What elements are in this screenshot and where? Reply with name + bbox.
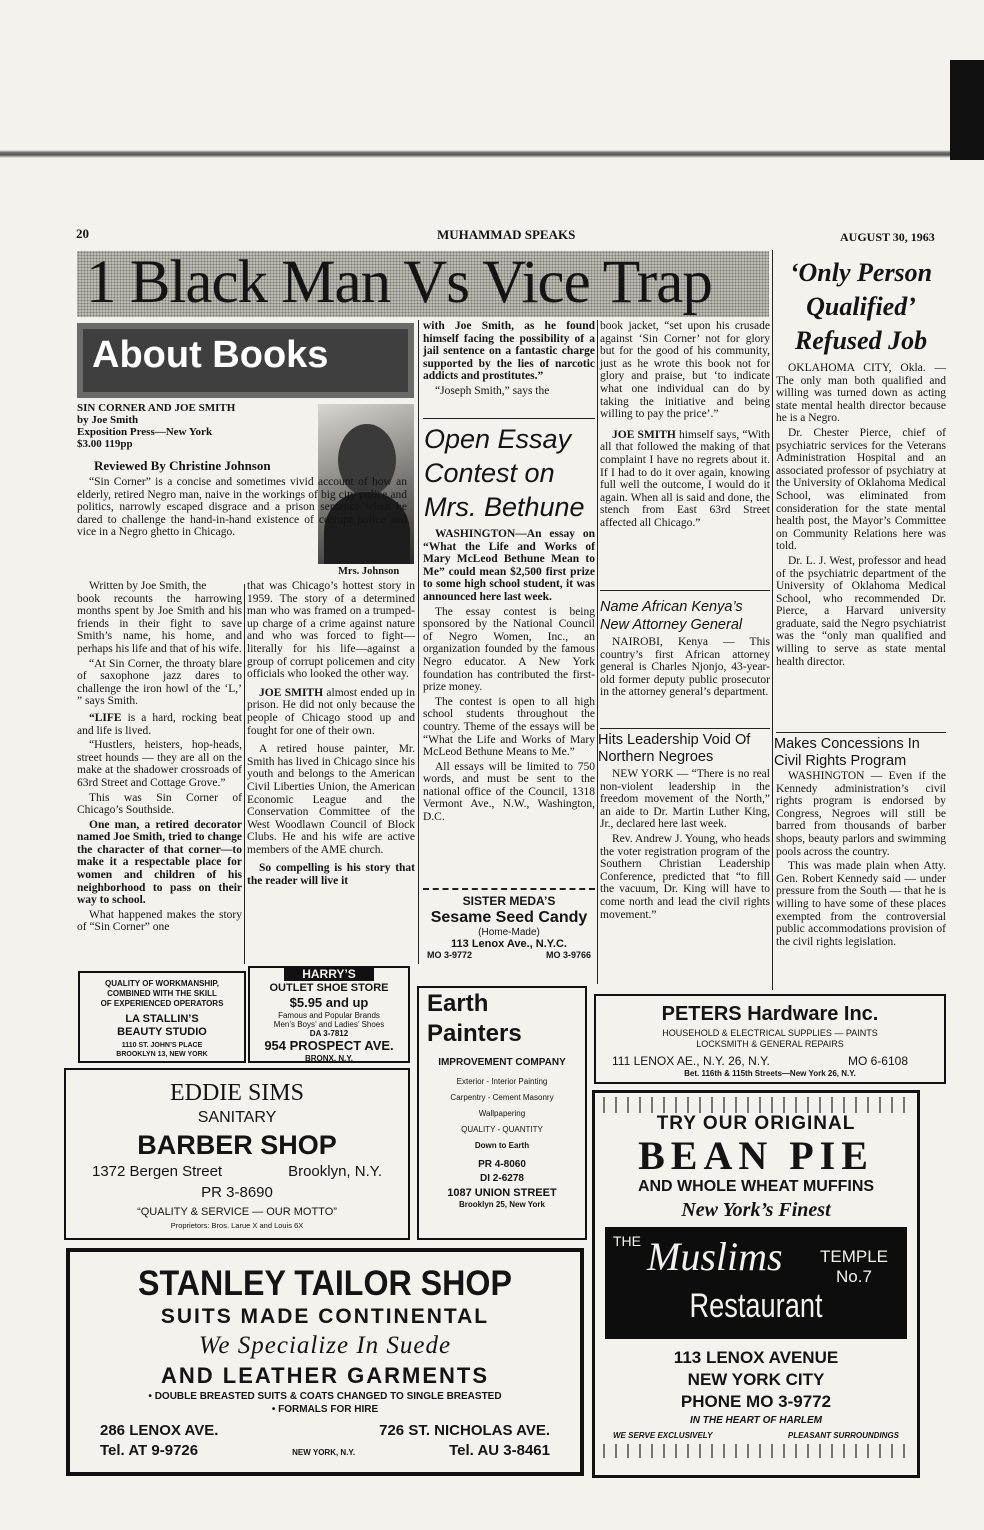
eddie-sims-line2: BARBER SHOP [137, 1130, 337, 1160]
stanley-tel2: Tel. AU 3-8461 [449, 1442, 550, 1459]
section-rule [423, 418, 595, 419]
la-stallin-line1: QUALITY OF WORKMANSHIP, [105, 979, 219, 988]
earth-painters-ad [417, 986, 587, 1240]
review-col3-text: “Joseph Smith,” says the [435, 384, 550, 397]
harrys-city: BRONX, N.Y. [304, 1054, 353, 1063]
eddie-sims-phone: PR 3-8690 [201, 1184, 273, 1201]
la-stallin-line2: COMBINED WITH THE SKILL [107, 989, 217, 998]
essay-article [423, 528, 595, 826]
peters-line3: Bet. 116th & 115th Streets—New York 26, N.Y. [684, 1069, 856, 1078]
review-p7: One man, a retired decorator named Joe Smith, tried to change the character of that corner—to make it a respectable place for women and children of his neighborhood to pass on their way to school. [77, 818, 242, 907]
la-stallin-addr2: BROOKLYN 13, NEW YORK [116, 1051, 208, 1058]
bean-pie-line2: BEAN PIE [638, 1133, 874, 1178]
bean-pie-tagline: IN THE HEART OF HARLEM [689, 1415, 823, 1426]
sister-meda-phone1: MO 3-9772 [427, 950, 473, 960]
reviewer-byline: Reviewed By Christine Johnson [94, 458, 271, 473]
sister-meda-line4: 113 Lenox Ave., N.Y.C. [451, 938, 567, 950]
stanley-line3: AND LEATHER GARMENTS [160, 1363, 490, 1388]
review-p3: “At Sin Corner, the throaty blare of saxophone jazz dares to challenge the iron howl of the ‘L,’ ” says Smith. [77, 657, 242, 708]
review-col4-top: book jacket, “set upon his crusade against ‘Sin Corner’ not for glory but for the good of his community, just as he wrote this book not for glory and praise, but ‘to indicate what one individual can do by taking the initiative and being willing to pay the price’.” [600, 320, 770, 421]
harrys-ad [248, 966, 410, 1063]
stanley-line1: SUITS MADE CONTINENTAL [160, 1305, 490, 1328]
kenya-body: NAIROBI, Kenya — This country’s first African attorney general is Charles Njonjo, 43-year-old former deputy public prosecutor in the attorney general’s department. [600, 636, 770, 699]
book-author: by Joe Smith [77, 414, 139, 426]
review-p8: What happened makes the story of “Sin Corner” one [77, 908, 242, 934]
harrys-line3: Men’s Boys’ and Ladies’ Shoes [273, 1020, 385, 1029]
stanley-addr2: 726 ST. NICHOLAS AVE. [379, 1422, 550, 1439]
harrys-line1: OUTLET SHOE STORE [269, 982, 389, 994]
refused-job-p2: Dr. Chester Pierce, chief of psychiatric services for the Veterans Administration Hospital and an associated professor of psychiatry at the University of Oklahoma Medical School, was eliminated from consideration for the state mental health post, the Mayor’s Committee on Community Relations here was told. [776, 426, 946, 553]
review-p2: book recounts the harrowing months spent by Joe Smith and his friends in their fight to save Smith’s name, his home, and perhaps his life and that of his wife. [77, 592, 242, 655]
column-rule [244, 584, 245, 964]
la-stallin-ad [78, 971, 246, 1063]
bean-pie-ad [592, 1090, 920, 1478]
review-p4-lead: “LIFE [89, 711, 122, 724]
paper-name: MUHAMMAD SPEAKS [437, 227, 576, 242]
civil-rights-headline: Makes Concessions In Civil Rights Program [774, 736, 920, 769]
civil-rights-p2: This was made plain when Atty. Gen. Robert Kennedy said — under pressure from the South — that he is willing to have some of these places exempted from the controversial public accommodations provision of the civil rights legislation. [776, 860, 946, 948]
review-col4-p2-lead: JOE SMITH [612, 428, 676, 441]
essay-p2: The essay contest is being sponsored by the National Council of Negro Women, Inc., an organization founded by the famous Negro educator. A New York foundation has contributed the first-prize money. [423, 605, 595, 694]
sister-meda-line3: (Home-Made) [478, 927, 540, 938]
leadership-headline: Hits Leadership Void Of Northern Negroes [598, 732, 751, 765]
review-col2-p1: that was Chicago’s hottest story in 1959. The story of a determined man who was framed on a trumped-up charge of a crime against nature and who was forced to fight—literally for his life—against a group of corrupt policemen and city officials who looked the other way. [247, 580, 415, 681]
earth-painters-phone1: PR 4-8060 [478, 1159, 526, 1170]
refused-job-p3: Dr. L. J. West, professor and head of the psychiatric department of the University of Oklahoma Medical School, who recommended Dr. Pierce, a Harvard university graduate, said the Negro psychiatrist was the “only man qualified and willing to serve as state mental health director. [776, 554, 946, 668]
essay-p4: All essays will be limited to 750 words, and must be sent to the national office of the Council, 1318 Vermont Ave., N.W., Washington, D.C. [423, 760, 595, 824]
stanley-line5: • FORMALS FOR HIRE [271, 1404, 379, 1415]
book-price: $3.00 119pp [77, 438, 133, 450]
bean-pie-foot1: WE SERVE EXCLUSIVELY [613, 1431, 713, 1440]
kenya-headline: Name African Kenya’s New Attorney General [600, 599, 743, 633]
page-number: 20 [76, 226, 89, 241]
la-stallin-name2: BEAUTY STUDIO [117, 1026, 207, 1038]
earth-painters-s5: Down to Earth [474, 1141, 530, 1150]
section-rule [600, 590, 770, 591]
review-lead-text: “Sin Corner” is a concise and sometimes vivid account of how an elderly, retired Negro man, naive in the workings of big city police and politics, narrowly escaped disgrace and a prison sentence when he dared to challenge the hand-in-hand existence of corrupt police and vice in a Negro ghetto in Chicago. [77, 476, 407, 539]
civil-rights-p1: WASHINGTON — Even if the Kennedy administration’s civil rights program is endorsed by Congress, Negroes will still be barred from thousands of barber shops, beauty parlors and swimming pools across the country. [776, 770, 946, 858]
bean-pie-line4: New York’s Finest [681, 1199, 831, 1221]
bean-pie-foot2: PLEASANT SURROUNDINGS [787, 1431, 899, 1440]
stanley-tel1: Tel. AT 9-9726 [100, 1442, 199, 1459]
harrys-address: 954 PROSPECT AVE. [264, 1038, 394, 1053]
essay-p3: The contest is open to all high school students throughout the country. Theme of the essays will be “What the Life and Works of Mary McLeod Bethune Means to Me.” [423, 695, 595, 759]
review-column-3-top [423, 320, 595, 400]
scan-edge-corner [950, 60, 984, 160]
review-column-2 [247, 580, 415, 890]
la-stallin-name1: LA STALLIN’S [125, 1013, 199, 1025]
civil-rights-article [776, 770, 946, 950]
leadership-article [600, 768, 770, 923]
issue-date: AUGUST 30, 1963 [840, 230, 935, 244]
bean-pie-address1: 113 LENOX AVENUE [673, 1348, 839, 1367]
bean-pie-top-border [603, 1097, 909, 1113]
essay-lead: WASHINGTON—An essay on “What the Life and Works of Mary McLeod Bethune Mean to Me” could mean $2,500 first prize to some high school student, it was announced here last week. [423, 528, 595, 603]
section-rule [600, 728, 770, 729]
eddie-sims-line1: SANITARY [197, 1109, 277, 1126]
peters-phone: MO 6-6108 [847, 1054, 908, 1068]
earth-painters-street: 1087 UNION STREET [447, 1187, 557, 1199]
peters-line1: HOUSEHOLD & ELECTRICAL SUPPLIES — PAINTS [662, 1028, 878, 1038]
peters-name: PETERS Hardware Inc. [661, 1003, 879, 1025]
sister-meda-phone2: MO 3-9766 [545, 950, 591, 960]
eddie-sims-proprietors: Proprietors: Bros. Larue X and Louis 6X [170, 1221, 304, 1230]
earth-painters-s1: Exterior - Interior Painting [456, 1077, 548, 1086]
earth-painters-name1: Earth [427, 990, 489, 1017]
stanley-name: STANLEY TAILOR SHOP [138, 1264, 512, 1303]
sister-meda-line1: SISTER MEDA’S [462, 894, 556, 908]
earth-painters-company: IMPROVEMENT COMPANY [438, 1057, 566, 1068]
harrys-phone: DA 3-7812 [309, 1029, 349, 1038]
la-stallin-line3: OF EXPERIENCED OPERATORS [100, 999, 224, 1008]
book-publisher: Exposition Press—New York [77, 426, 213, 438]
bean-pie-phone: PHONE MO 3-9772 [680, 1392, 832, 1411]
refused-job-headline: ‘Only Person Qualified’ Refused Job [789, 258, 933, 355]
review-p2-head: Written by Joe Smith, the [89, 580, 207, 592]
peters-address: 111 LENOX AE., N.Y. 26, N.Y. [612, 1054, 770, 1068]
stanley-city: NEW YORK, N.Y. [292, 1448, 356, 1457]
bean-pie-line3: AND WHOLE WHEAT MUFFINS [637, 1178, 875, 1195]
review-column-1 [77, 580, 242, 936]
photo-caption: Mrs. Johnson [338, 566, 400, 577]
bean-pie-bottom-border [603, 1444, 909, 1458]
muslims-temple: TEMPLE No.7 [819, 1247, 889, 1286]
earth-painters-phone2: DI 2-6278 [480, 1173, 524, 1184]
review-col4-p2: himself says, “With all that followed the making of that complaint I have no regrets about it. If I had to do it over again, knowing full well the outcome, I would do it again. When all is said and done, the stench from East 63rd Street affected all Chicago.” [600, 428, 770, 529]
harrys-price: $5.95 and up [289, 995, 369, 1010]
book-info [77, 402, 317, 450]
muslims-restaurant-banner [605, 1227, 907, 1339]
leadership-p2: Rev. Andrew J. Young, who heads the voter registration program of the Southern Christian Leadership Conference, predicted that “to fill the vacuum, Dr. King will have to come north and lead the civil rights movement.” [600, 832, 770, 921]
eddie-sims-ad [64, 1068, 410, 1240]
main-headline: 1 Black Man Vs Vice Trap [86, 249, 712, 316]
harrys-name: HARRY’S [284, 968, 374, 981]
stanley-addr1: 286 LENOX AVE. [100, 1422, 219, 1439]
sister-meda-line2: Sesame Seed Candy [430, 909, 588, 926]
section-rule [776, 732, 946, 733]
review-p6: This was Sin Corner of Chicago’s Southside. [77, 791, 242, 817]
column-rule [418, 320, 419, 964]
earth-painters-s2: Carpentry - Cement Masonry [450, 1093, 554, 1102]
refused-job-article [776, 362, 946, 670]
stanley-line2: We Specialize In Suede [198, 1332, 452, 1359]
sister-meda-ad [423, 888, 595, 970]
review-lead [77, 476, 407, 541]
muslims-script: Muslims [647, 1234, 783, 1279]
stanley-tailor-ad [66, 1248, 584, 1476]
earth-painters-s4: QUALITY - QUANTITY [461, 1125, 543, 1134]
review-col2-p2-lead: JOE SMITH [259, 686, 324, 699]
muslims-the: THE [613, 1233, 641, 1249]
about-books-title: About Books [92, 334, 329, 376]
la-stallin-addr1: 1110 ST. JOHN’S PLACE [121, 1042, 203, 1049]
earth-painters-city: Brooklyn 25, New York [459, 1200, 545, 1209]
eddie-sims-street: 1372 Bergen Street [92, 1163, 223, 1180]
bean-pie-address2: NEW YORK CITY [687, 1370, 825, 1389]
harrys-line2: Famous and Popular Brands [278, 1011, 380, 1020]
review-col2-p3: A retired house painter, Mr. Smith has lived in Chicago since his youth and belongs to the American Civil Liberties Union, the American Economic League and the Conservation Committee of the West Woodlawn Council of Block Clubs. He and his wife are active members of the AME church. [247, 743, 415, 856]
eddie-sims-name: EDDIE SIMS [169, 1080, 304, 1106]
eddie-sims-city: Brooklyn, N.Y. [288, 1163, 382, 1180]
review-p5: “Hustlers, heisters, hop-heads, street hounds — they are all on the make at the shadower crossroads of 63rd Street and Cottage Grove.” [77, 739, 242, 789]
earth-painters-s3: Wallpapering [478, 1109, 526, 1118]
leadership-p1: NEW YORK — “There is no real non-violent leadership in the freedom movement of the North,” an aide to Dr. Martin Luther King, Jr., declared here last week. [600, 768, 770, 831]
earth-painters-name2: Painters [427, 1020, 522, 1047]
review-col2-p4: So compelling is his story that the reader will live it [247, 862, 415, 888]
column-rule [597, 320, 598, 984]
peters-line2: LOCKSMITH & GENERAL REPAIRS [696, 1039, 844, 1049]
review-p4: is a hard, rocking beat and life is lived. [77, 711, 243, 737]
essay-headline: Open Essay Contest on Mrs. Bethune [424, 424, 585, 522]
stanley-line4: • DOUBLE BREASTED SUITS & COATS CHANGED TO SINGLE BREASTED [148, 1391, 502, 1402]
review-col3-bold: with Joe Smith, as he found himself facing the possibility of a jail sentence on a fantastic charge supported by the lies of narcotic addicts and prostitutes.” [423, 320, 595, 383]
peters-hardware-ad [594, 994, 946, 1084]
book-title: SIN CORNER AND JOE SMITH [77, 402, 236, 414]
column-rule [772, 250, 773, 990]
bean-pie-line1: TRY OUR ORIGINAL [656, 1113, 856, 1134]
review-col2-p2: almost ended up in prison. He did not only because the people of Chicago stood up and fought for one of their own. [247, 686, 415, 737]
review-column-4 [600, 320, 770, 532]
kenya-article [600, 636, 770, 701]
muslims-restaurant: Restaurant [689, 1287, 823, 1325]
eddie-sims-motto: “QUALITY & SERVICE — OUR MOTTO” [137, 1206, 337, 1218]
scan-edge-line [0, 150, 984, 158]
refused-job-p1: OKLAHOMA CITY, Okla. — The only man both qualified and willing was turned down as acting state mental health director because he is a Negro. [776, 362, 946, 425]
